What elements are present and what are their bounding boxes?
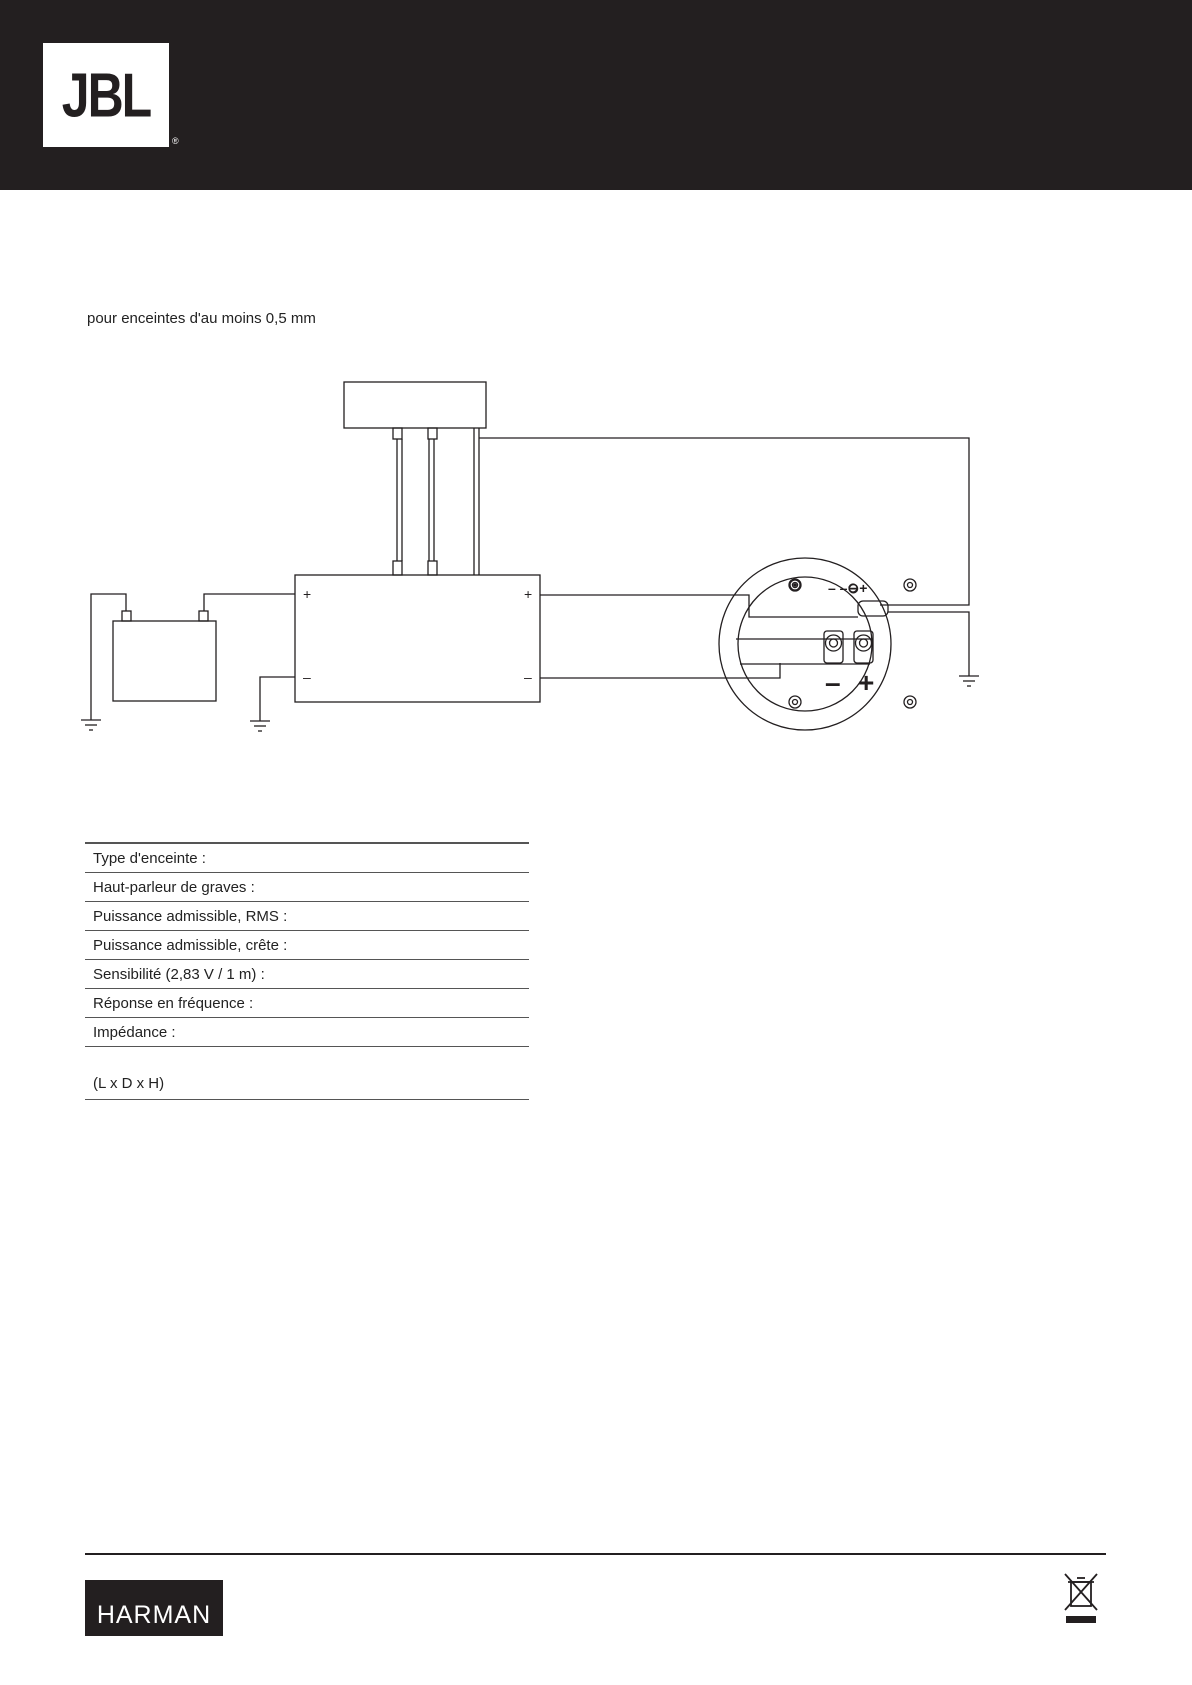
head-unit-box	[344, 382, 486, 428]
terminal-top-label: – –⊖+	[828, 580, 868, 596]
spec-label: Réponse en fréquence :	[85, 989, 529, 1018]
terminal-plus-label: +	[858, 667, 875, 698]
battery-box	[113, 621, 216, 701]
head-unit-terminal-1	[393, 428, 402, 439]
spec-row	[85, 843, 529, 873]
amp-minus-out-label: –	[524, 669, 532, 685]
amp-remote-terminal-1	[393, 561, 402, 575]
ground-symbol-battery	[81, 720, 101, 730]
amplifier-box	[295, 575, 540, 702]
terminal-minus-label: –	[825, 667, 841, 698]
spec-label: (L x D x H)	[85, 1047, 529, 1100]
spec-row	[85, 873, 529, 902]
battery-terminal-pos	[199, 611, 208, 621]
battery-terminal-neg	[122, 611, 131, 621]
head-unit-terminal-2	[428, 428, 437, 439]
spec-row	[85, 902, 529, 931]
amp-plus-in-label: +	[303, 586, 312, 602]
mounting-screws	[789, 579, 916, 708]
spec-row	[85, 989, 529, 1018]
spec-label: Sensibilité (2,83 V / 1 m) :	[85, 960, 529, 989]
spec-label: Puissance admissible, crête :	[85, 931, 529, 960]
ground-symbol-speaker	[959, 676, 979, 686]
amp-plus-out-label: +	[524, 586, 533, 602]
ground-symbol-amp	[250, 721, 270, 731]
amp-remote-terminal-2	[428, 561, 437, 575]
amp-minus-in-label: –	[303, 669, 311, 685]
jbl-logo-text: JBL	[61, 60, 151, 130]
spec-row	[85, 931, 529, 960]
intro-note: pour enceintes d'au moins 0,5 mm	[87, 310, 316, 327]
header-band	[0, 0, 1192, 190]
jbl-logo	[43, 43, 169, 147]
spec-label: Impédance :	[85, 1018, 529, 1047]
binding-post-negative	[824, 631, 843, 663]
spec-row	[85, 1018, 529, 1047]
harman-logo-text: HARMAN	[96, 1601, 212, 1629]
harman-logo	[85, 1580, 223, 1636]
spec-label: Type d'enceinte :	[85, 843, 529, 873]
spec-label: Haut-parleur de graves :	[85, 873, 529, 902]
footer-rule	[85, 1553, 1106, 1555]
specs-table	[85, 842, 529, 1100]
wiring-diagram	[80, 380, 980, 740]
spec-row	[85, 960, 529, 989]
spec-row	[85, 1047, 529, 1100]
spec-label: Puissance admissible, RMS :	[85, 902, 529, 931]
registered-mark: ®	[172, 136, 179, 146]
crossed-out-bin-icon	[1063, 1572, 1099, 1624]
